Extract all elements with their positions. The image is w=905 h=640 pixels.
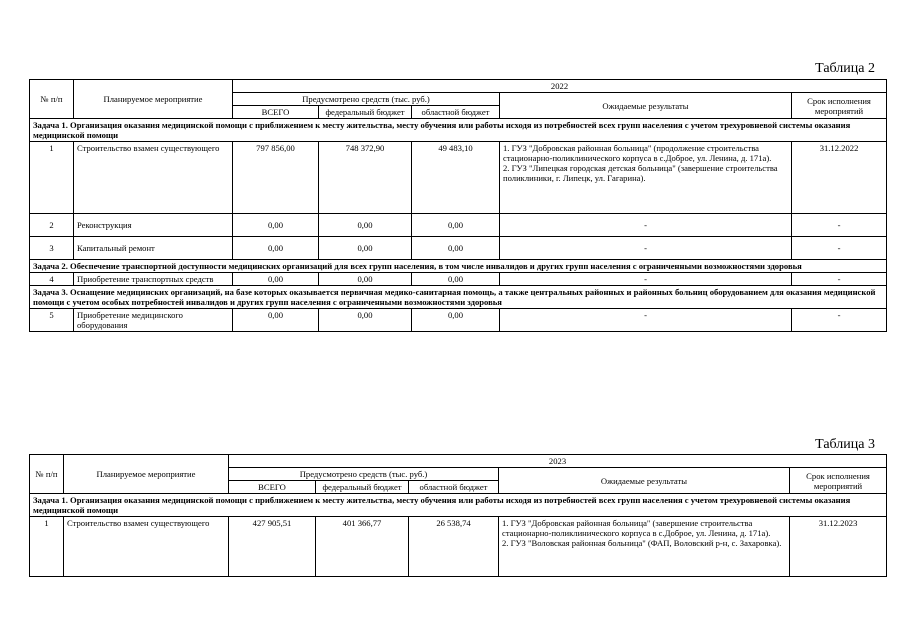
- table3-header-activity: Планируемое мероприятие: [64, 455, 229, 494]
- row-federal: 401 366,77: [316, 517, 409, 577]
- row-activity: Реконструкция: [74, 214, 233, 237]
- table3-task-row: [30, 494, 887, 517]
- table3-header-year: 2023: [229, 455, 887, 468]
- row-regional: 0,00: [412, 273, 500, 286]
- row-results: -: [500, 237, 792, 260]
- table-row: [30, 237, 887, 260]
- table2-task3: Задача 3. Оснащение медицинских организаций, на базе которых оказывается первичная медико-санитарная помощь, а также центральных районных и районных больниц оборудованием для оказания медицинской помощи с учетом особых потребностей инвалидов и других групп населения с ограниченными возможностями здоровья: [30, 286, 887, 309]
- row-deadline: 31.12.2023: [790, 517, 887, 577]
- table3-header-total: ВСЕГО: [229, 481, 316, 494]
- row-deadline: 31.12.2022: [792, 142, 887, 214]
- table3-header-row: [30, 455, 887, 468]
- row-regional: 0,00: [412, 309, 500, 332]
- row-num: 1: [30, 517, 64, 577]
- table2-task2: Задача 2. Обеспечение транспортной доступности медицинских организаций для всех групп населения, в том числе инвалидов и других групп населения с ограниченными возможностями здоровья: [30, 260, 887, 273]
- table2-header-activity: Планируемое мероприятие: [74, 80, 233, 119]
- table3-header-funding: Предусмотрено средств (тыс. руб.): [229, 468, 499, 481]
- row-num: 1: [30, 142, 74, 214]
- table2-header-federal: федеральный бюджет: [319, 106, 412, 119]
- table2-header-row: [30, 80, 887, 93]
- table3-header-deadline: Срок исполнения мероприятий: [790, 468, 887, 494]
- row-total: 0,00: [233, 309, 319, 332]
- table2-header-funding: Предусмотрено средств (тыс. руб.): [233, 93, 500, 106]
- row-federal: 748 372,90: [319, 142, 412, 214]
- table2-header-regional: областной бюджет: [412, 106, 500, 119]
- table-row: [30, 273, 887, 286]
- table3-header-federal: федеральный бюджет: [316, 481, 409, 494]
- row-activity: Строительство взамен существующего: [64, 517, 229, 577]
- table2-task-row: [30, 119, 887, 142]
- table-row: [30, 309, 887, 332]
- table3-caption: Таблица 3: [815, 437, 875, 452]
- row-results: -: [500, 273, 792, 286]
- row-regional: 49 483,10: [412, 142, 500, 214]
- row-num: 2: [30, 214, 74, 237]
- row-federal: 0,00: [319, 309, 412, 332]
- table2-header-year: 2022: [233, 80, 887, 93]
- row-results: 1. ГУЗ "Добровская районная больница" (продолжение строительства стационарно-поликлинического корпуса в с.Доброе, ул. Ленина, д. 171а). 2. ГУЗ "Липецкая городская детская больница" (завершение строительства поликлиники, г. Липецк, ул. Гагарина).: [500, 142, 792, 214]
- row-federal: 0,00: [319, 273, 412, 286]
- table-row: [30, 517, 887, 577]
- table3-header-regional: областной бюджет: [409, 481, 499, 494]
- row-total: 427 905,51: [229, 517, 316, 577]
- row-num: 5: [30, 309, 74, 332]
- row-activity: Приобретение транспортных средств: [74, 273, 233, 286]
- table3-header-results: Ожидаемые результаты: [499, 468, 790, 494]
- row-regional: 26 538,74: [409, 517, 499, 577]
- table2-task-row: [30, 260, 887, 273]
- row-federal: 0,00: [319, 214, 412, 237]
- table2-task-row: [30, 286, 887, 309]
- row-num: 4: [30, 273, 74, 286]
- row-results: -: [500, 214, 792, 237]
- row-total: 0,00: [233, 237, 319, 260]
- row-deadline: -: [792, 237, 887, 260]
- row-regional: 0,00: [412, 237, 500, 260]
- row-total: 0,00: [233, 214, 319, 237]
- row-activity: Капитальный ремонт: [74, 237, 233, 260]
- table2: [29, 79, 887, 332]
- table2-caption: Таблица 2: [815, 61, 875, 76]
- table-row: [30, 142, 887, 214]
- table3: [29, 454, 887, 577]
- row-total: 797 856,00: [233, 142, 319, 214]
- row-total: 0,00: [233, 273, 319, 286]
- row-deadline: -: [792, 273, 887, 286]
- row-results: 1. ГУЗ "Добровская районная больница" (завершение строительства стационарно-поликлинического корпуса в с.Доброе, ул. Ленина, д. 171а). 2. ГУЗ "Воловская районная больница" (ФАП, Воловский р-н, с. Захаровка).: [499, 517, 790, 577]
- table2-header-total: ВСЕГО: [233, 106, 319, 119]
- table3-header-num: № п/п: [30, 455, 64, 494]
- row-deadline: -: [792, 214, 887, 237]
- table2-header-num: № п/п: [30, 80, 74, 119]
- table-row: [30, 214, 887, 237]
- row-federal: 0,00: [319, 237, 412, 260]
- row-activity: Строительство взамен существующего: [74, 142, 233, 214]
- table2-header-results: Ожидаемые результаты: [500, 93, 792, 119]
- table2-header-deadline: Срок исполнения мероприятий: [792, 93, 887, 119]
- table2-task1: Задача 1. Организация оказания медицинской помощи с приближением к месту жительства, месту обучения или работы исходя из потребностей всех групп населения с учетом трехуровневой системы оказания медицинской помощи: [30, 119, 887, 142]
- row-regional: 0,00: [412, 214, 500, 237]
- row-num: 3: [30, 237, 74, 260]
- row-deadline: -: [792, 309, 887, 332]
- row-activity: Приобретение медицинского оборудования: [74, 309, 233, 332]
- row-results: -: [500, 309, 792, 332]
- table3-task1: Задача 1. Организация оказания медицинской помощи с приближением к месту жительства, месту обучения или работы исходя из потребностей всех групп населения с учетом трехуровневой системы оказания медицинской помощи: [30, 494, 887, 517]
